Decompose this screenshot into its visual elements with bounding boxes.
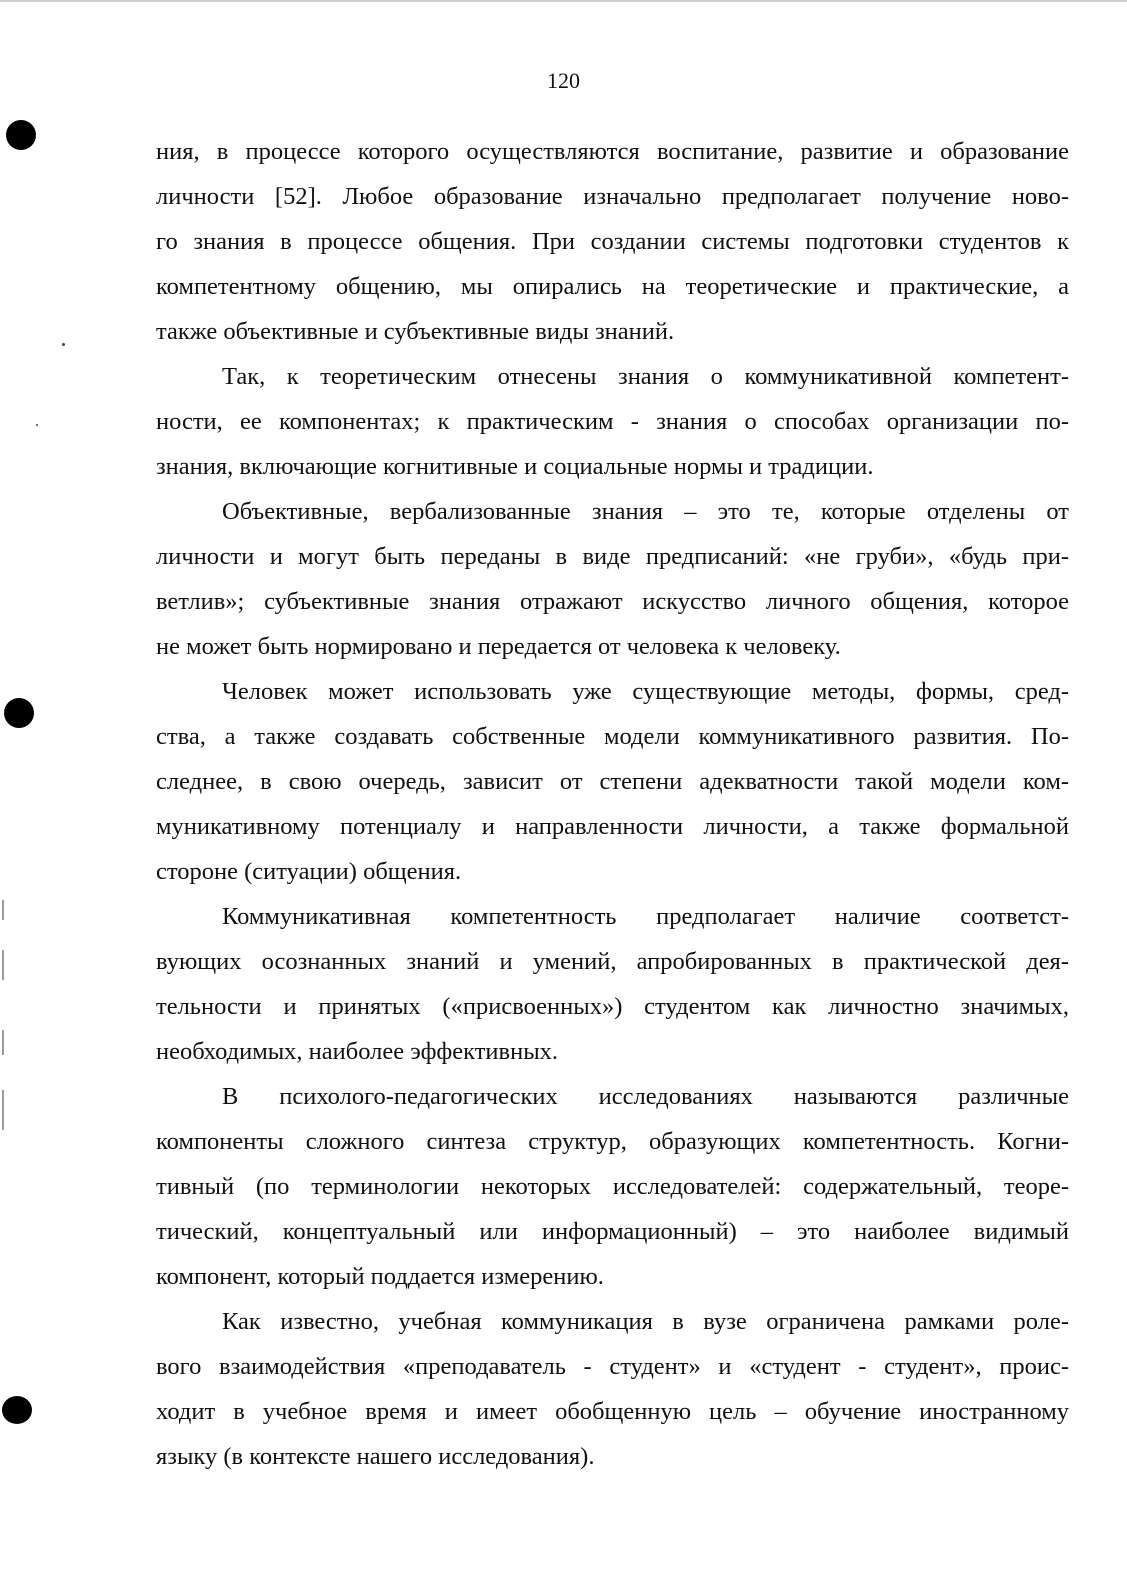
scan-edge-mark xyxy=(2,1090,4,1130)
text-line: Как известно, учебная коммуникация в вузе ограничена рамками роле- xyxy=(222,1308,1069,1335)
text-line: тельности и принятых («присвоенных») студентом как личностно значимых, xyxy=(156,993,1069,1020)
text-line: Объективные, вербализованные знания – это те, которые отделены от xyxy=(222,498,1069,525)
text-line: компетентному общению, мы опирались на теоретические и практические, а xyxy=(156,273,1069,300)
text-line: муникативному потенциалу и направленности личности, а также формальной xyxy=(156,813,1069,840)
text-line: также объективные и субъективные виды знаний. xyxy=(156,318,675,345)
text-line: стороне (ситуации) общения. xyxy=(156,858,462,885)
text-line: тический, концептуальный или информационный) – это наиболее видимый xyxy=(156,1218,1069,1245)
scan-edge-mark xyxy=(2,900,4,920)
text-line: компонент, который поддается измерению. xyxy=(156,1263,604,1290)
text-line: ности, ее компонентах; к практическим - знания о способах организации по- xyxy=(156,408,1069,435)
text-line: ния, в процессе которого осуществляются воспитание, развитие и образование xyxy=(156,138,1069,165)
scan-top-edge xyxy=(0,0,1127,2)
text-line: ства, а также создавать собственные модели коммуникативного развития. По- xyxy=(156,723,1069,750)
text-line: го знания в процессе общения. При создании системы подготовки студентов к xyxy=(156,228,1069,255)
text-line: личности [52]. Любое образование изначально предполагает получение ново- xyxy=(156,183,1069,210)
text-line: Человек может использовать уже существующие методы, формы, сред- xyxy=(222,678,1069,705)
scan-edge-mark xyxy=(2,950,4,980)
punch-hole-middle xyxy=(4,698,34,728)
text-line: тивный (по терминологии некоторых исследователей: содержательный, теоре- xyxy=(156,1173,1069,1200)
text-line: ветлив»; субъективные знания отражают искусство личного общения, которое xyxy=(156,588,1069,615)
text-line: компоненты сложного синтеза структур, образующих компетентность. Когни- xyxy=(156,1128,1069,1155)
text-line: Так, к теоретическим отнесены знания о коммуникативной компетент- xyxy=(222,363,1069,390)
text-line: вующих осознанных знаний и умений, апробированных в практической дея- xyxy=(156,948,1069,975)
text-line: не может быть нормировано и передается от человека к человеку. xyxy=(156,633,841,660)
text-line: вого взаимодействия «преподаватель - студент» и «студент - студент», проис- xyxy=(156,1353,1069,1380)
scan-speck xyxy=(62,343,65,346)
punch-hole-top xyxy=(6,120,36,150)
text-line: языку (в контексте нашего исследования). xyxy=(156,1443,595,1470)
page-number: 120 xyxy=(547,68,580,93)
text-line: Коммуникативная компетентность предполагает наличие соответст- xyxy=(222,903,1069,930)
scan-edge-mark xyxy=(2,1030,4,1055)
text-line: ходит в учебное время и имеет обобщенную цель – обучение иностранному xyxy=(156,1398,1069,1425)
text-line: необходимых, наиболее эффективных. xyxy=(156,1038,559,1065)
text-line: следнее, в свою очередь, зависит от степени адекватности такой модели ком- xyxy=(156,768,1069,795)
scan-speck xyxy=(36,424,38,426)
text-line: личности и могут быть переданы в виде предписаний: «не груби», «будь при- xyxy=(156,543,1069,570)
text-line: знания, включающие когнитивные и социальные нормы и традиции. xyxy=(156,453,874,480)
punch-hole-bottom xyxy=(2,1396,32,1424)
text-line: В психолого-педагогических исследованиях называются различные xyxy=(222,1083,1069,1110)
